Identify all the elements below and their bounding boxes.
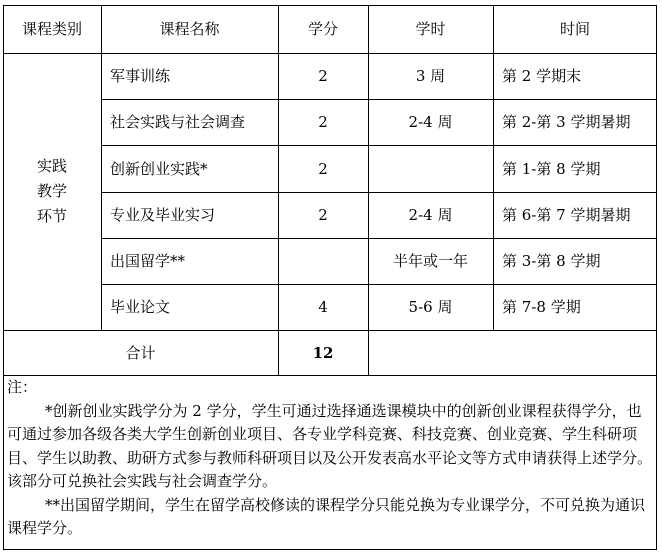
- header-credit: 学分: [307, 20, 338, 38]
- note-innovation: *创新创业实践学分为 2 学分，学生可通过选择通选课模块中的创新创业课程获得学分，也可通过参加各级各类大学生创新创业项目、各专业学科竞赛、科技竞赛、创业竞赛、学生科研项目、学生以助教、助研方式参与教师科研项目以及公开发表高水平论文等方式申请获得上述学分。该部分可兑换社会实践与社会调查学分。: [7, 401, 653, 490]
- course-hours: 2-4 周: [408, 206, 453, 224]
- notes-title: 注：: [7, 378, 38, 396]
- note-study-abroad: **出国留学期间，学生在留学高校修读的课程学分只能兑换为专业课学分，不可兑换为通识课程学分。: [7, 495, 646, 537]
- course-name: 创新创业实践*: [110, 159, 208, 178]
- course-name: 社会实践与社会调查: [110, 113, 246, 131]
- course-hours: 半年或一年: [392, 252, 468, 270]
- course-credit: 2: [318, 113, 328, 131]
- course-name: 军事训练: [110, 67, 171, 85]
- course-hours: 5-6 周: [408, 298, 453, 316]
- total-value: 12: [312, 343, 334, 362]
- course-time: 第 3-第 8 学期: [502, 252, 601, 270]
- course-name: 出国留学**: [110, 252, 186, 270]
- course-credit: 2: [318, 67, 328, 85]
- course-hours: 3 周: [415, 67, 446, 85]
- header-category: 课程类别: [21, 20, 82, 38]
- course-name: 毕业论文: [110, 298, 171, 316]
- course-time: 第 7-8 学期: [502, 298, 581, 316]
- course-credit: 2: [318, 206, 328, 224]
- course-time: 第 2 学期末: [502, 67, 582, 85]
- header-time: 时间: [559, 20, 590, 38]
- course-hours: [368, 145, 493, 192]
- notes-section: [7, 376, 653, 541]
- category-cell: 实践 教学 环节: [36, 157, 67, 225]
- course-credit: 4: [318, 298, 328, 316]
- course-time: 第 6-第 7 学期暑期: [502, 206, 631, 224]
- course-credit: [278, 238, 368, 284]
- total-label: 合计: [125, 343, 156, 362]
- course-credit: 2: [318, 159, 328, 178]
- course-name: 专业及毕业实习: [110, 206, 216, 224]
- course-time: 第 1-第 8 学期: [502, 159, 601, 178]
- header-course-name: 课程名称: [159, 20, 220, 38]
- course-time: 第 2-第 3 学期暑期: [502, 113, 631, 131]
- header-hours: 学时: [415, 20, 446, 38]
- course-hours: 2-4 周: [408, 113, 453, 131]
